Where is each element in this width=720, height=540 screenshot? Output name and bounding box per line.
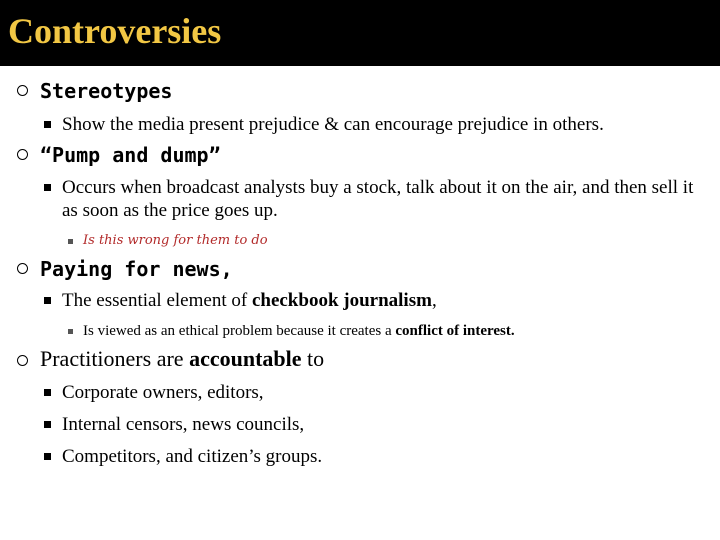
bullet-essential-element	[62, 289, 437, 312]
bullet-internal-censors: Internal censors, news councils,	[62, 414, 305, 435]
hollow-circle-bullet-icon	[17, 263, 28, 274]
bullet-is-this-wrong: Is this wrong for them to do	[83, 233, 268, 248]
practitioners-prefix: Practitioners are	[40, 346, 190, 371]
hollow-circle-bullet-icon	[17, 85, 28, 96]
hollow-circle-bullet-icon	[17, 355, 28, 366]
bullet-stereotypes: Stereotypes	[40, 79, 173, 103]
bullet-show-media: Show the media present prejudice & can encourage prejudice in others.	[62, 114, 604, 135]
bullet-practitioners	[40, 346, 324, 372]
bullet-ethical-problem	[83, 322, 515, 340]
practitioners-bold: accountable	[189, 346, 302, 371]
square-bullet-icon	[44, 121, 51, 128]
ethical-prefix: Is viewed as an ethical problem because it creates a	[83, 323, 396, 339]
practitioners-suffix: to	[301, 346, 325, 371]
essential-suffix: ,	[431, 290, 437, 311]
small-square-bullet-icon	[68, 329, 73, 334]
bullet-competitors: Competitors, and citizen’s groups.	[62, 446, 323, 467]
title-bar	[0, 0, 720, 66]
bullet-pump-and-dump	[40, 142, 221, 168]
small-square-bullet-icon	[68, 239, 73, 244]
bullet-corporate-owners: Corporate owners, editors,	[62, 382, 264, 403]
essential-prefix: The essential element of	[62, 290, 252, 311]
hollow-circle-bullet-icon	[17, 149, 28, 160]
square-bullet-icon	[44, 184, 51, 191]
ethical-bold: conflict of interest.	[395, 323, 515, 339]
essential-bold: checkbook journalism	[251, 290, 432, 311]
square-bullet-icon	[44, 421, 51, 428]
bullet-occurs-when: Occurs when broadcast analysts buy a stock, talk about it on the air, and then sell it as soon as the price goes up.	[62, 177, 694, 221]
square-bullet-icon	[44, 453, 51, 460]
square-bullet-icon	[44, 297, 51, 304]
slide-title: Controversies	[8, 11, 222, 51]
pump-and-dump-text: “Pump and dump”	[40, 143, 221, 167]
bullet-paying-for-news: Paying for news,	[40, 257, 233, 281]
square-bullet-icon	[44, 389, 51, 396]
